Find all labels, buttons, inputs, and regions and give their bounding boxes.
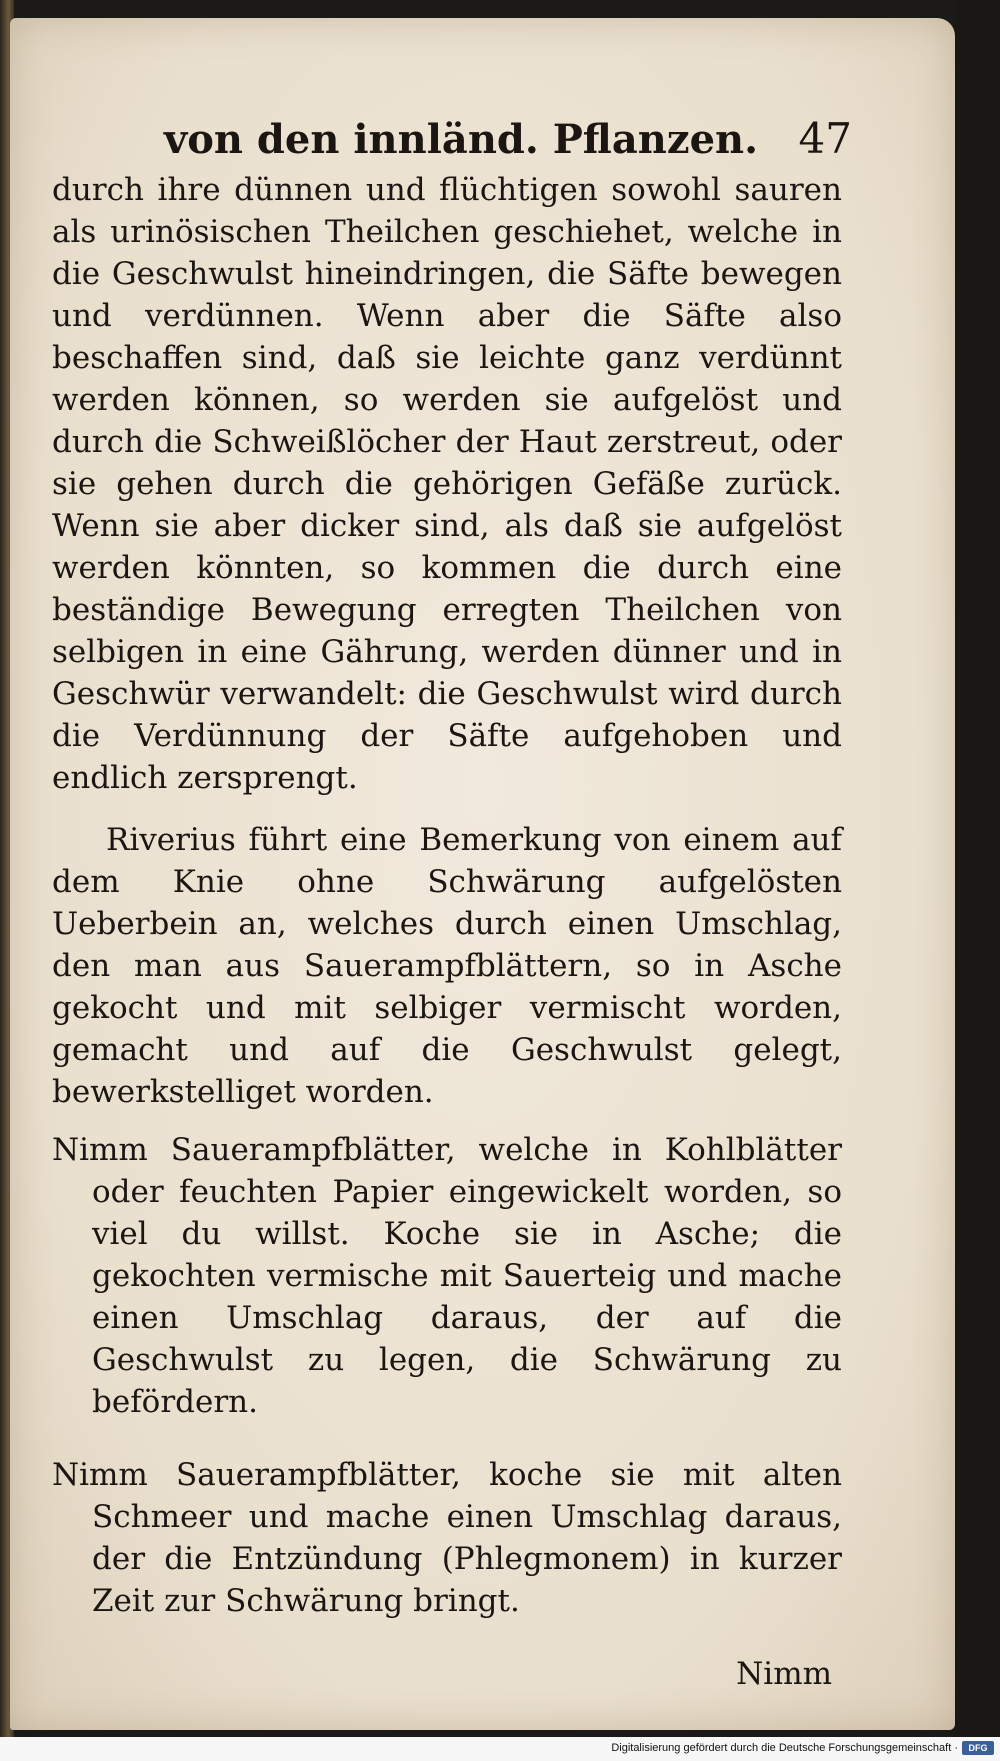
dfg-logo: DFG: [962, 1741, 994, 1755]
page-header: [164, 114, 852, 163]
recipe-1: Nimm Sauerampfblätter, welche in Kohlblätter oder feuchten Papier eingewickelt worden, so viel du willst. Koche sie in Asche; die gekochten vermische mit Sauerteig und mache einen Umschlag daraus, der auf die Geschwulst zu legen, die Schwärung zu befördern.: [52, 1132, 842, 1420]
catchword: Nimm: [736, 1656, 832, 1692]
recipe-2: Nimm Sauerampfblätter, koche sie mit alten Schmeer und mache einen Umschlag daraus, der die Entzündung (Phlegmonem) in kurzer Zeit zur Schwärung bringt.: [52, 1457, 842, 1619]
page-edge-shadow: [955, 0, 1000, 1761]
paragraph-continued: durch ihre dünnen und flüchtigen sowohl sauren als urinösischen Theilchen geschiehet, welche in die Geschwulst hineindringen, die Säfte bewegen und verdünnen. Wenn aber die Säfte also beschaffen sind, daß sie leichte ganz verdünnt werden können, so werden sie aufgelöst und durch die Schweißlöcher der Haut zerstreut, oder sie gehen durch die gehörigen Gefäße zurück. Wenn sie aber dicker sind, als daß sie aufgelöst werden könnten, so kommen die durch eine beständige Bewegung erregten Theilchen von selbigen in eine Gährung, werden dünner und in Geschwür verwandelt: die Geschwulst wird durch die Verdünnung der Säfte aufgehoben und endlich zersprengt.: [52, 172, 842, 796]
page-number: 47: [798, 114, 852, 163]
footer-credit: Digitalisierung gefördert durch die Deutsche Forschungsgemeinschaft ·: [611, 1742, 958, 1754]
page-text-block: [52, 114, 852, 1695]
running-head: von den innländ. Pflanzen.: [164, 116, 759, 163]
paragraph-riverius: Riverius führt eine Bemerkung von einem auf dem Knie ohne Schwärung aufgelösten Ueberbein an, welches durch einen Umschlag, den man aus Sauerampfblättern, so in Asche gekocht und mit selbiger vermischt worden, gemacht und auf die Geschwulst gelegt, bewerkstelliget worden.: [52, 822, 842, 1110]
